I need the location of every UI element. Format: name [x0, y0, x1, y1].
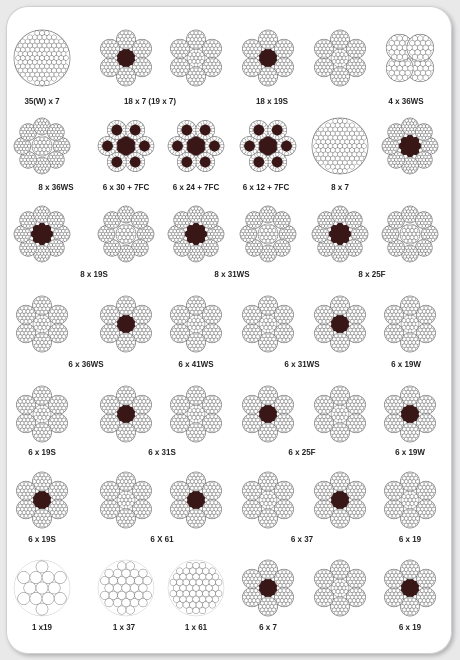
cross-section-r4-c5 [314, 296, 365, 352]
cross-section-r4-c4 [242, 296, 293, 352]
cross-section-r3-c3 [168, 206, 224, 262]
cross-section-r4-c2 [100, 296, 151, 352]
cross-section-r7-c6 [384, 560, 435, 616]
cross-section-r4-c3 [170, 296, 221, 352]
label-6-x-30-7fc: 6 x 30 + 7FC [102, 183, 150, 192]
cross-section-r3-c5 [312, 206, 368, 262]
cross-section-r2-c3 [168, 120, 224, 171]
cross-section-r5-c5 [314, 386, 365, 442]
cross-section-r7-c3 [168, 560, 224, 616]
label-6-x-7: 6 x 7 [259, 623, 277, 632]
cross-section-r3-c6 [382, 206, 438, 262]
cross-section-r3-c4 [240, 206, 296, 262]
cross-section-r1-c4 [242, 30, 293, 86]
cross-section-r6-c5 [314, 472, 365, 528]
label-6-x-19: 6 x 19 [398, 535, 422, 544]
cross-section-r1-c5 [314, 30, 365, 86]
label-8-x-7: 8 x 7 [331, 183, 349, 192]
label-1-x-37: 1 x 37 [112, 623, 136, 632]
label-6-x-19-2: 6 x 19 [398, 623, 422, 632]
cross-section-r3-c2 [98, 206, 154, 262]
label-6-x-19w-2: 6 x 19W [395, 448, 425, 457]
label-18-x-7-19-x-7: 18 x 7 (19 x 7) [123, 97, 177, 106]
cross-section-r5-c1 [16, 386, 67, 442]
rope-construction-chart [6, 6, 452, 654]
cross-section-r5-c2 [100, 386, 151, 442]
cross-section-r1-c2 [100, 30, 151, 86]
cross-section-r2-c5 [312, 118, 368, 174]
label-8-x-36ws: 8 x 36WS [38, 183, 74, 192]
label-6-x-31s: 6 x 31S [148, 448, 176, 457]
cross-section-r5-c4 [242, 386, 293, 442]
label-8-x-19s: 8 x 19S [80, 270, 108, 279]
cross-section-r3-c1 [14, 206, 70, 262]
cross-section-r7-c1 [14, 560, 70, 616]
cross-section-r6-c3 [170, 472, 221, 528]
label-6-x-36ws: 6 x 36WS [68, 360, 104, 369]
label-6-x-19s-2: 6 x 19S [28, 535, 56, 544]
cross-section-r6-c6 [384, 472, 435, 528]
label-1-x19: 1 x19 [31, 623, 53, 632]
cross-section-r1-c1 [14, 30, 70, 86]
cross-section-r6-c1 [16, 472, 67, 528]
label-6-x-24-7fc: 6 x 24 + 7FC [172, 183, 220, 192]
cross-section-r2-c1 [14, 118, 70, 174]
cross-section-r1-c3 [170, 30, 221, 86]
label-8-x-25f: 8 x 25F [358, 270, 386, 279]
cross-section-r7-c4 [242, 560, 293, 616]
label-4-x-36ws: 4 x 36WS [388, 97, 424, 106]
label-18-x-19s: 18 x 19S [255, 97, 289, 106]
cross-section-r7-c2 [98, 560, 154, 616]
cross-section-r4-c6 [384, 296, 435, 352]
label-6-x-19s: 6 x 19S [28, 448, 56, 457]
label-6-x-25f: 6 x 25F [288, 448, 316, 457]
cross-section-r5-c6 [384, 386, 435, 442]
label-6-x-12-7fc: 6 x 12 + 7FC [242, 183, 290, 192]
cross-section-r7-c5 [314, 560, 365, 616]
cross-section-r4-c1 [16, 296, 67, 352]
cross-section-r6-c2 [100, 472, 151, 528]
label-6-x-61: 6 X 61 [150, 535, 174, 544]
label-6-x-31ws: 6 x 31WS [284, 360, 320, 369]
label-6-x-19w: 6 x 19W [391, 360, 421, 369]
cross-section-r6-c4 [242, 472, 293, 528]
cross-section-r2-c4 [240, 120, 296, 171]
label-6-x-37: 6 x 37 [290, 535, 314, 544]
label-35w-x-7: 35(W) x 7 [24, 97, 60, 106]
cross-section-r5-c3 [170, 386, 221, 442]
cross-section-r2-c6 [382, 118, 438, 174]
cross-section-r2-c2 [98, 120, 154, 171]
label-1-x-61: 1 x 61 [184, 623, 208, 632]
label-8-x-31ws: 8 x 31WS [214, 270, 250, 279]
cross-section-r1-c6 [386, 34, 433, 81]
label-6-x-41ws: 6 x 41WS [178, 360, 214, 369]
